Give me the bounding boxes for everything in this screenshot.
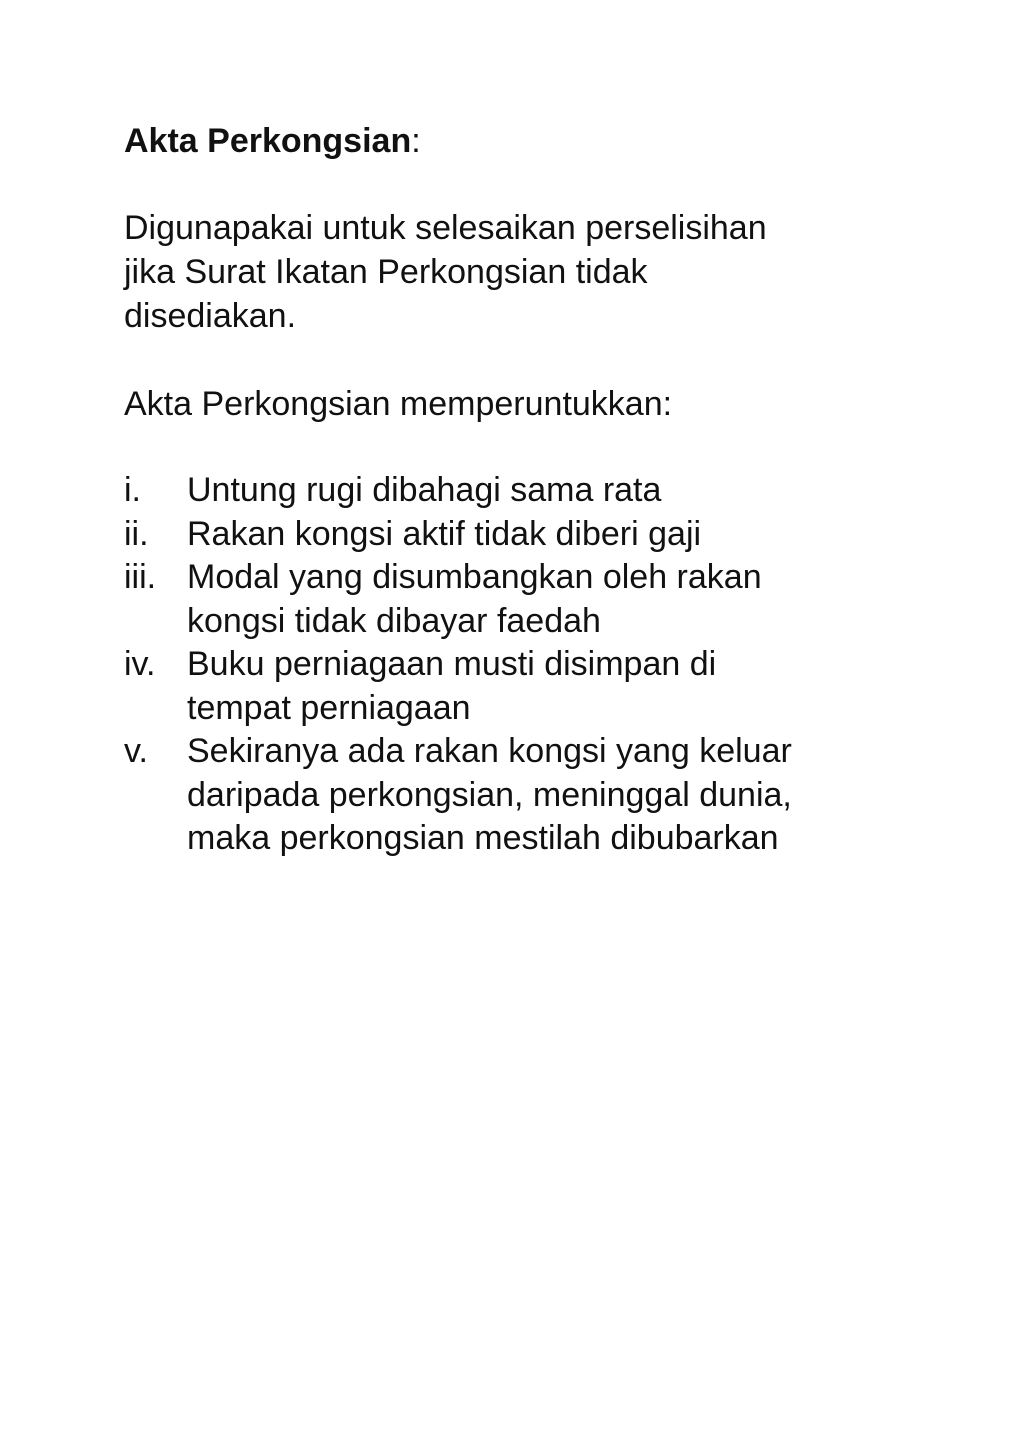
heading-title: Akta Perkongsian <box>124 122 412 160</box>
list-item <box>124 556 904 643</box>
list-marker: iii. <box>124 558 157 596</box>
list-item <box>124 513 904 557</box>
list-marker: iv. <box>124 645 156 683</box>
list-item-line: daripada perkongsian, meninggal dunia, <box>187 775 792 814</box>
provisions-list <box>124 469 904 861</box>
list-item-text <box>187 469 904 513</box>
list-item <box>124 643 904 730</box>
list-marker: v. <box>124 732 148 770</box>
heading-colon: : <box>411 122 421 160</box>
list-item-line: Untung rugi dibahagi sama rata <box>187 471 662 509</box>
list-item-line: Buku perniagaan musti disimpan di <box>187 645 717 683</box>
intro-line: Digunapakai untuk selesaikan perselisihan <box>124 209 767 247</box>
list-lead-text: Akta Perkongsian memperuntukkan: <box>124 385 673 423</box>
intro-paragraph <box>124 206 884 338</box>
list-item-text <box>187 513 904 557</box>
intro-line: disediakan. <box>124 297 297 335</box>
list-marker: i. <box>124 471 141 509</box>
list-item <box>124 469 904 513</box>
list-item-line: tempat perniagaan <box>187 688 471 727</box>
list-item-line: Sekiranya ada rakan kongsi yang keluar <box>187 732 792 770</box>
list-item <box>124 730 904 861</box>
section-heading <box>124 119 421 163</box>
list-marker: ii. <box>124 514 149 553</box>
list-item-text <box>187 556 904 643</box>
list-item-text <box>187 730 904 861</box>
intro-line: jika Surat Ikatan Perkongsian tidak <box>124 253 648 291</box>
list-item-line: kongsi tidak dibayar faedah <box>187 601 601 640</box>
list-item-line: maka perkongsian mestilah dibubarkan <box>187 819 779 857</box>
list-item-line: Modal yang disumbangkan oleh rakan <box>187 558 762 596</box>
list-item-text <box>187 643 904 730</box>
list-item-line: Rakan kongsi aktif tidak diberi gaji <box>187 514 702 553</box>
